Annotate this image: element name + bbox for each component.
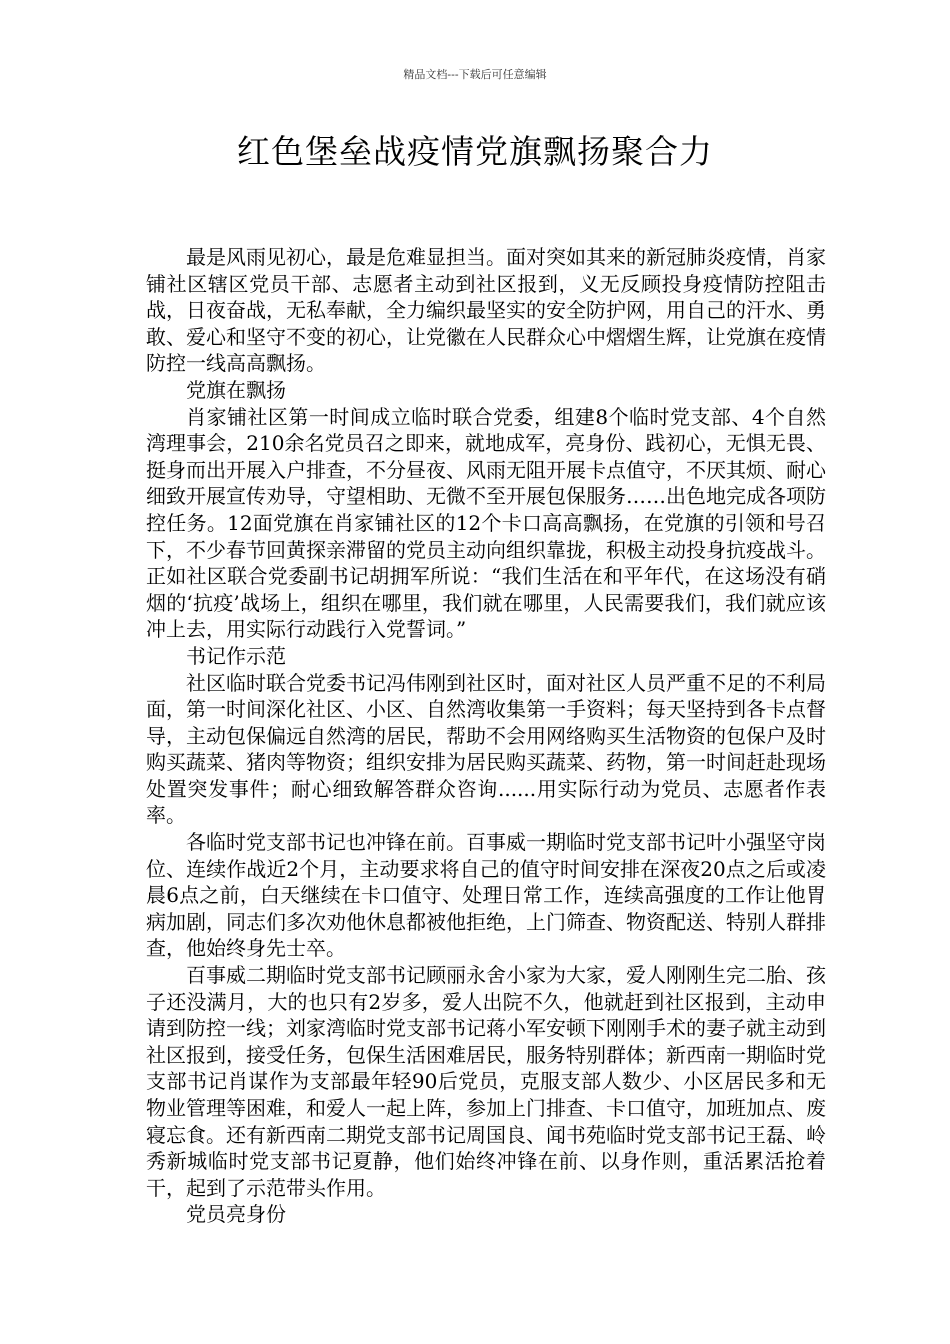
- document-title: 红色堡垒战疫情党旗飘扬聚合力: [237, 132, 713, 171]
- paragraph-intro: 最是风雨见初心，最是危难显担当。面对突如其来的新冠肺炎疫情，肖家铺社区辖区党员干部、志愿者主动到社区报到，义无反顾投身疫情防控阻击战，日夜奋战，无私奉献，全力编织最坚实的安全防护网，用自己的汗水、勇敢、爱心和坚守不变的初心，让党徽在人民群众心中熠熠生辉，让党旗在疫情防控一线高高飘扬。: [146, 245, 826, 376]
- paragraph-branch-secretaries: 各临时党支部书记也冲锋在前。百事威一期临时党支部书记叶小强坚守岗位、连续作战近2个月，主动要求将自己的值守时间安排在深夜20点之后或凌晨6点之前，白天继续在卡口值守、处理日常工作，连续高强度的工作让他胃病加剧，同志们多次劝他休息都被他拒绝，上门筛查、物资配送、特别人群排查，他始终身先士卒。: [146, 830, 826, 961]
- section-heading-party-flag: 党旗在飘扬: [186, 377, 286, 402]
- document-body: [146, 244, 826, 1228]
- paragraph-secretary: 社区临时联合党委书记冯伟刚到社区时，面对社区人员严重不足的不利局面，第一时间深化社区、小区、自然湾收集第一手资料；每天坚持到各卡点督导，主动包保偏远自然湾的居民，帮助不会用网络购买生活物资的包保户及时购买蔬菜、猪肉等物资；组织安排为居民购买蔬菜、药物，第一时间赶赴现场处置突发事件；耐心细致解答群众咨询......用实际行动为党员、志愿者作表率。: [146, 670, 826, 828]
- paragraph-party-flag: 肖家铺社区第一时间成立临时联合党委，组建8个临时党支部、4个自然湾理事会，210余名党员召之即来，就地成军，亮身份、践初心，无惧无畏、挺身而出开展入户排查，不分昼夜、风雨无阻开展卡点值守，不厌其烦、耐心细致开展宣传劝导，守望相助、无微不至开展包保服务……出色地完成各项防控任务。12面党旗在肖家铺社区的12个卡口高高飘扬，在党旗的引领和号召下，不少春节回黄探亲滞留的党员主动向组织靠拢，积极主动投身抗疫战斗。正如社区联合党委副书记胡拥军所说：“我们生活在和平年代，在这场没有硝烟的‘抗疫’战场上，组织在哪里，我们就在哪里，人民需要我们，我们就应该冲上去，用实际行动践行入党誓词。”: [146, 404, 826, 642]
- header-note: 精品文档---下载后可任意编辑: [403, 68, 547, 81]
- section-heading-secretary: 书记作示范: [186, 643, 286, 668]
- paragraph-second-phase: 百事威二期临时党支部书记顾丽永舍小家为大家，爱人刚刚生完二胎、孩子还没满月，大的也只有2岁多，爱人出院不久，他就赶到社区报到，主动申请到防控一线；刘家湾临时党支部书记蒋小军安顿下刚刚手术的妻子就主动到社区报到，接受任务，包保生活困难居民，服务特别群体；新西南一期临时党支部书记肖谋作为支部最年轻90后党员，克服支部人数少、小区居民多和无物业管理等困难，和爱人一起上阵，参加上门排查、卡口值守，加班加点、废寝忘食。还有新西南二期党支部书记周国良、闻书苑临时党支部书记王磊、岭秀新城临时党支部书记夏静，他们始终冲锋在前、以身作则，重活累活抢着干，起到了示范带头作用。: [146, 963, 826, 1200]
- section-heading-members: 党员亮身份: [186, 1202, 286, 1227]
